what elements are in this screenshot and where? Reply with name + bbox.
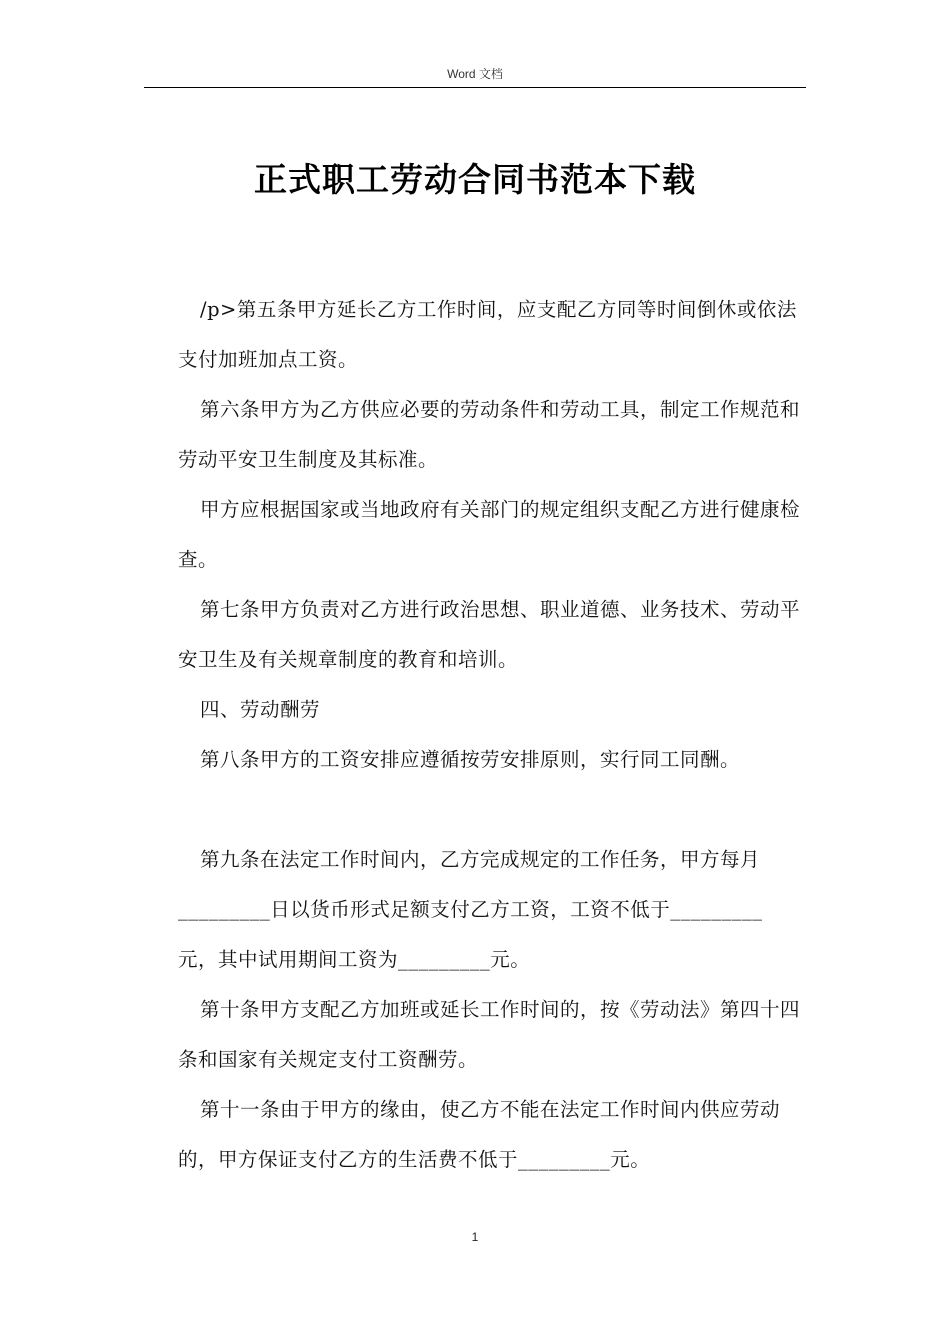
header-divider [144, 87, 806, 88]
page-number: 1 [471, 1230, 479, 1244]
document-title: 正式职工劳动合同书范本下载 [254, 160, 696, 199]
page-header: Word 文档 [447, 67, 503, 81]
paragraph: 第六条甲方为乙方供应必要的劳动条件和劳动工具，制定工作规范和劳动平安卫生制度及其标准。 [178, 398, 801, 471]
paragraph: 第九条在法定工作时间内，乙方完成规定的工作任务，甲方每月_________日以货币形式足额支付乙方工资，工资不低于_________元，其中试用期间工资为_________元。 [178, 848, 763, 971]
document-body [178, 285, 802, 1185]
section-heading: 四、劳动酬劳 [200, 698, 321, 721]
paragraph: 第十一条由于甲方的缘由，使乙方不能在法定工作时间内供应劳动的，甲方保证支付乙方的生活费不低于_________元。 [178, 1098, 781, 1171]
paragraph: 第八条甲方的工资安排应遵循按劳安排原则，实行同工同酬。 [200, 748, 741, 771]
paragraph: 第十条甲方支配乙方加班或延长工作时间的，按《劳动法》第四十四条和国家有关规定支付工资酬劳。 [178, 998, 801, 1071]
paragraph: 第七条甲方负责对乙方进行政治思想、职业道德、业务技术、劳动平安卫生及有关规章制度的教育和培训。 [178, 598, 801, 671]
paragraph: /p>第五条甲方延长乙方工作时间，应支配乙方同等时间倒休或依法支付加班加点工资。 [178, 298, 797, 371]
paragraph: 甲方应根据国家或当地政府有关部门的规定组织支配乙方进行健康检查。 [178, 498, 801, 571]
